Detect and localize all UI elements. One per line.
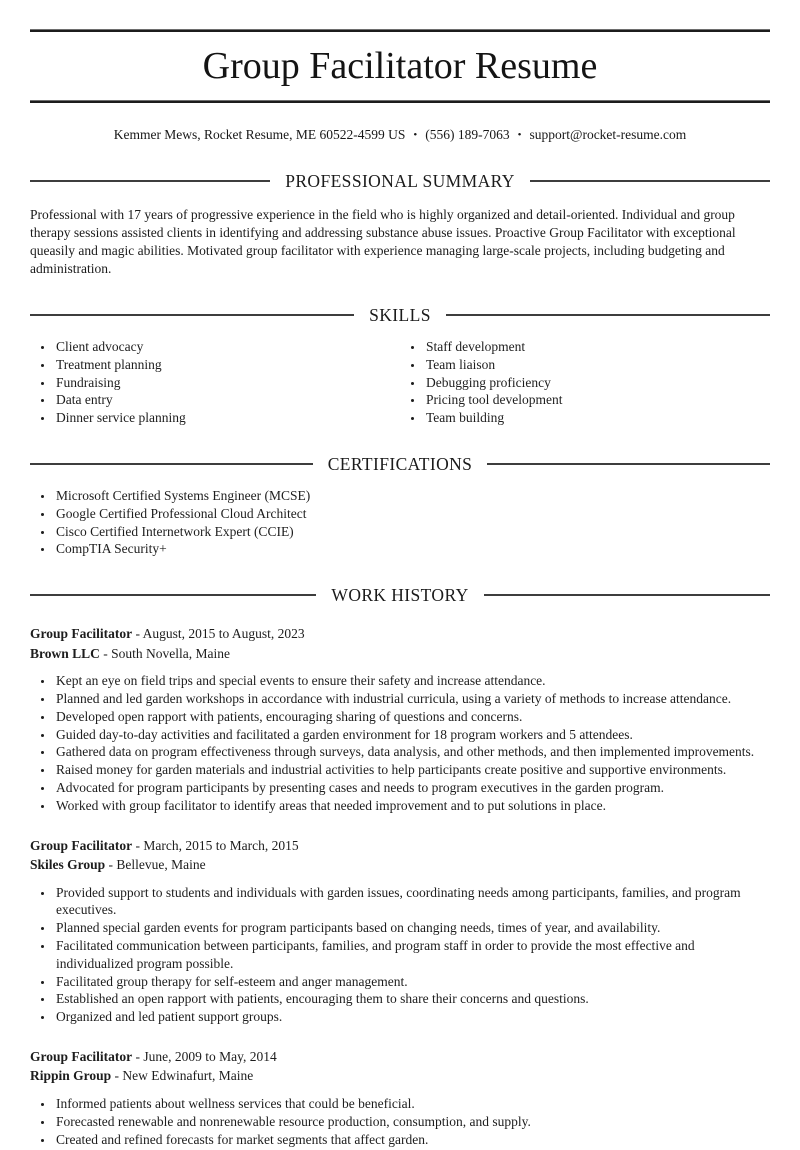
job-entries: [30, 624, 770, 1148]
job-title-line: [30, 1047, 770, 1067]
page-title: Group Facilitator Resume: [202, 45, 598, 87]
job-bullet: • Facilitated communication between participants, families, and program staff in order to provide the most effective and individualized program possible.: [54, 937, 770, 973]
heading-rule-left: [30, 180, 270, 182]
job-bullet: • Created and refined forecasts for market segments that affect garden.: [54, 1131, 770, 1149]
job-bullet: • Guided day-to-day activities and facilitated a garden environment for 18 program workers and 5 attendees.: [54, 726, 770, 744]
skill-item: • Fundraising: [54, 374, 400, 392]
job-dates: March, 2015 to March, 2015: [143, 837, 299, 853]
job-bullet: • Informed patients about wellness services that could be beneficial.: [54, 1095, 770, 1113]
section-title: CERTIFICATIONS: [327, 453, 473, 474]
professional-summary-text: Professional with 17 years of progressive experience in the field who is highly organized and detail-oriented. Individual and group therapy sessions assisted clients in identifying and addressing substance abuse issues. Proactive Group Facilitator with exceptional queasily and magic abilities. Motivated group facilitator with experience managing large-scale projects, including budgeting and administration.: [30, 207, 736, 276]
job-bullet: • Established an open rapport with patients, encouraging them to share their concerns and questions.: [54, 990, 770, 1008]
job-bullet: • Organized and led patient support groups.: [54, 1008, 770, 1026]
contact-separator-dot: •: [517, 129, 522, 141]
job-bullet: • Forecasted renewable and nonrenewable resource production, consumption, and supply.: [54, 1113, 770, 1131]
job-location: New Edwinafurt, Maine: [122, 1068, 254, 1084]
heading-rule-left: [30, 463, 313, 465]
job-entry: [30, 1047, 770, 1148]
job-company-separator: -: [114, 1068, 120, 1084]
job-bullet: • Worked with group facilitator to identify areas that needed improvement and to put solutions in place.: [54, 797, 770, 815]
section-title: PROFESSIONAL SUMMARY: [285, 171, 515, 191]
section-heading-certifications: [30, 453, 770, 475]
job-bullet-list: [30, 672, 770, 814]
job-bullet: • Kept an eye on field trips and special events to ensure their safety and increase attendance.: [54, 672, 770, 690]
contact-address: Kemmer Mews, Rocket Resume, ME 60522-4599 US: [113, 127, 406, 142]
skill-item: • Debugging proficiency: [424, 374, 770, 392]
job-bullet-list: [30, 1095, 770, 1148]
skill-item: • Pricing tool development: [424, 391, 770, 409]
heading-rule-left: [30, 314, 354, 316]
job-bullet-list: [30, 884, 770, 1026]
heading-rule-right: [487, 463, 770, 465]
job-dates: June, 2009 to May, 2014: [143, 1048, 277, 1064]
job-title-line: [30, 836, 770, 856]
job-company: Skiles Group: [30, 857, 106, 873]
contact-separator-dot: •: [413, 129, 418, 141]
title-rule-bottom: [30, 100, 770, 103]
skills-columns: [30, 326, 770, 427]
job-company-separator: -: [108, 857, 114, 873]
job-entry: [30, 624, 770, 814]
section-heading-work-history: [30, 584, 770, 606]
job-title-separator: -: [135, 1048, 140, 1064]
heading-rule-right: [446, 314, 770, 316]
job-title-line: [30, 624, 770, 644]
skill-item: • Data entry: [54, 391, 400, 409]
skills-list-left: [30, 338, 400, 427]
job-dates: August, 2015 to August, 2023: [142, 626, 305, 642]
certifications-list: [30, 487, 770, 558]
job-bullet: • Developed open rapport with patients, encouraging sharing of questions and concerns.: [54, 708, 770, 726]
skills-list-right: [400, 338, 770, 427]
skill-item: • Staff development: [424, 338, 770, 356]
section-title: SKILLS: [369, 305, 431, 325]
job-company: Brown LLC: [30, 645, 100, 661]
job-location: South Novella, Maine: [111, 645, 231, 661]
certification-item: • Microsoft Certified Systems Engineer (MCSE): [54, 487, 770, 505]
section-heading-skills: [30, 304, 770, 326]
contact-line: [30, 126, 770, 144]
skill-item: • Client advocacy: [54, 338, 400, 356]
certification-item: • CompTIA Security+: [54, 540, 770, 558]
job-bullet: • Gathered data on program effectiveness through surveys, data analysis, and other methods, and then implemented improvements.: [54, 743, 770, 761]
job-bullet: • Provided support to students and individuals with garden issues, coordinating needs among participants, families, and program executives.: [54, 884, 770, 920]
job-bullet: • Facilitated group therapy for self-esteem and anger management.: [54, 973, 770, 991]
skill-item: • Team liaison: [424, 356, 770, 374]
certification-item: • Cisco Certified Internetwork Expert (CCIE): [54, 523, 770, 541]
job-bullet: • Advocated for program participants by presenting cases and needs to program executives in the garden program.: [54, 779, 770, 797]
job-bullet: • Planned and led garden workshops in accordance with industrial curricula, using a variety of methods to increase attendance.: [54, 690, 770, 708]
heading-rule-left: [30, 594, 316, 596]
certification-item: • Google Certified Professional Cloud Architect: [54, 505, 770, 523]
skill-item: • Team building: [424, 409, 770, 427]
section-heading-professional-summary: [30, 170, 770, 192]
contact-email: support@rocket-resume.com: [529, 127, 687, 142]
job-title: Group Facilitator: [30, 837, 133, 853]
skill-item: • Dinner service planning: [54, 409, 400, 427]
job-company-line: [30, 1066, 770, 1086]
skill-item: • Treatment planning: [54, 356, 400, 374]
heading-rule-right: [530, 180, 770, 182]
heading-rule-right: [484, 594, 770, 596]
job-company-line: [30, 644, 770, 664]
job-entry: [30, 836, 770, 1026]
job-company-line: [30, 855, 770, 875]
job-bullet: • Planned special garden events for program participants based on changing needs, times of year, and availability.: [54, 919, 770, 937]
contact-phone: (556) 189-7063: [425, 127, 510, 142]
title-rule-top: [30, 29, 770, 32]
job-title-separator: -: [135, 626, 140, 642]
job-title-separator: -: [135, 837, 140, 853]
job-title: Group Facilitator: [30, 1048, 133, 1064]
job-company: Rippin Group: [30, 1068, 112, 1084]
job-company-separator: -: [103, 645, 108, 661]
job-location: Bellevue, Maine: [116, 857, 206, 873]
job-title: Group Facilitator: [30, 626, 133, 642]
job-bullet: • Raised money for garden materials and industrial activities to help participants create positive and supportive environments.: [54, 761, 770, 779]
section-title: WORK HISTORY: [331, 585, 469, 606]
